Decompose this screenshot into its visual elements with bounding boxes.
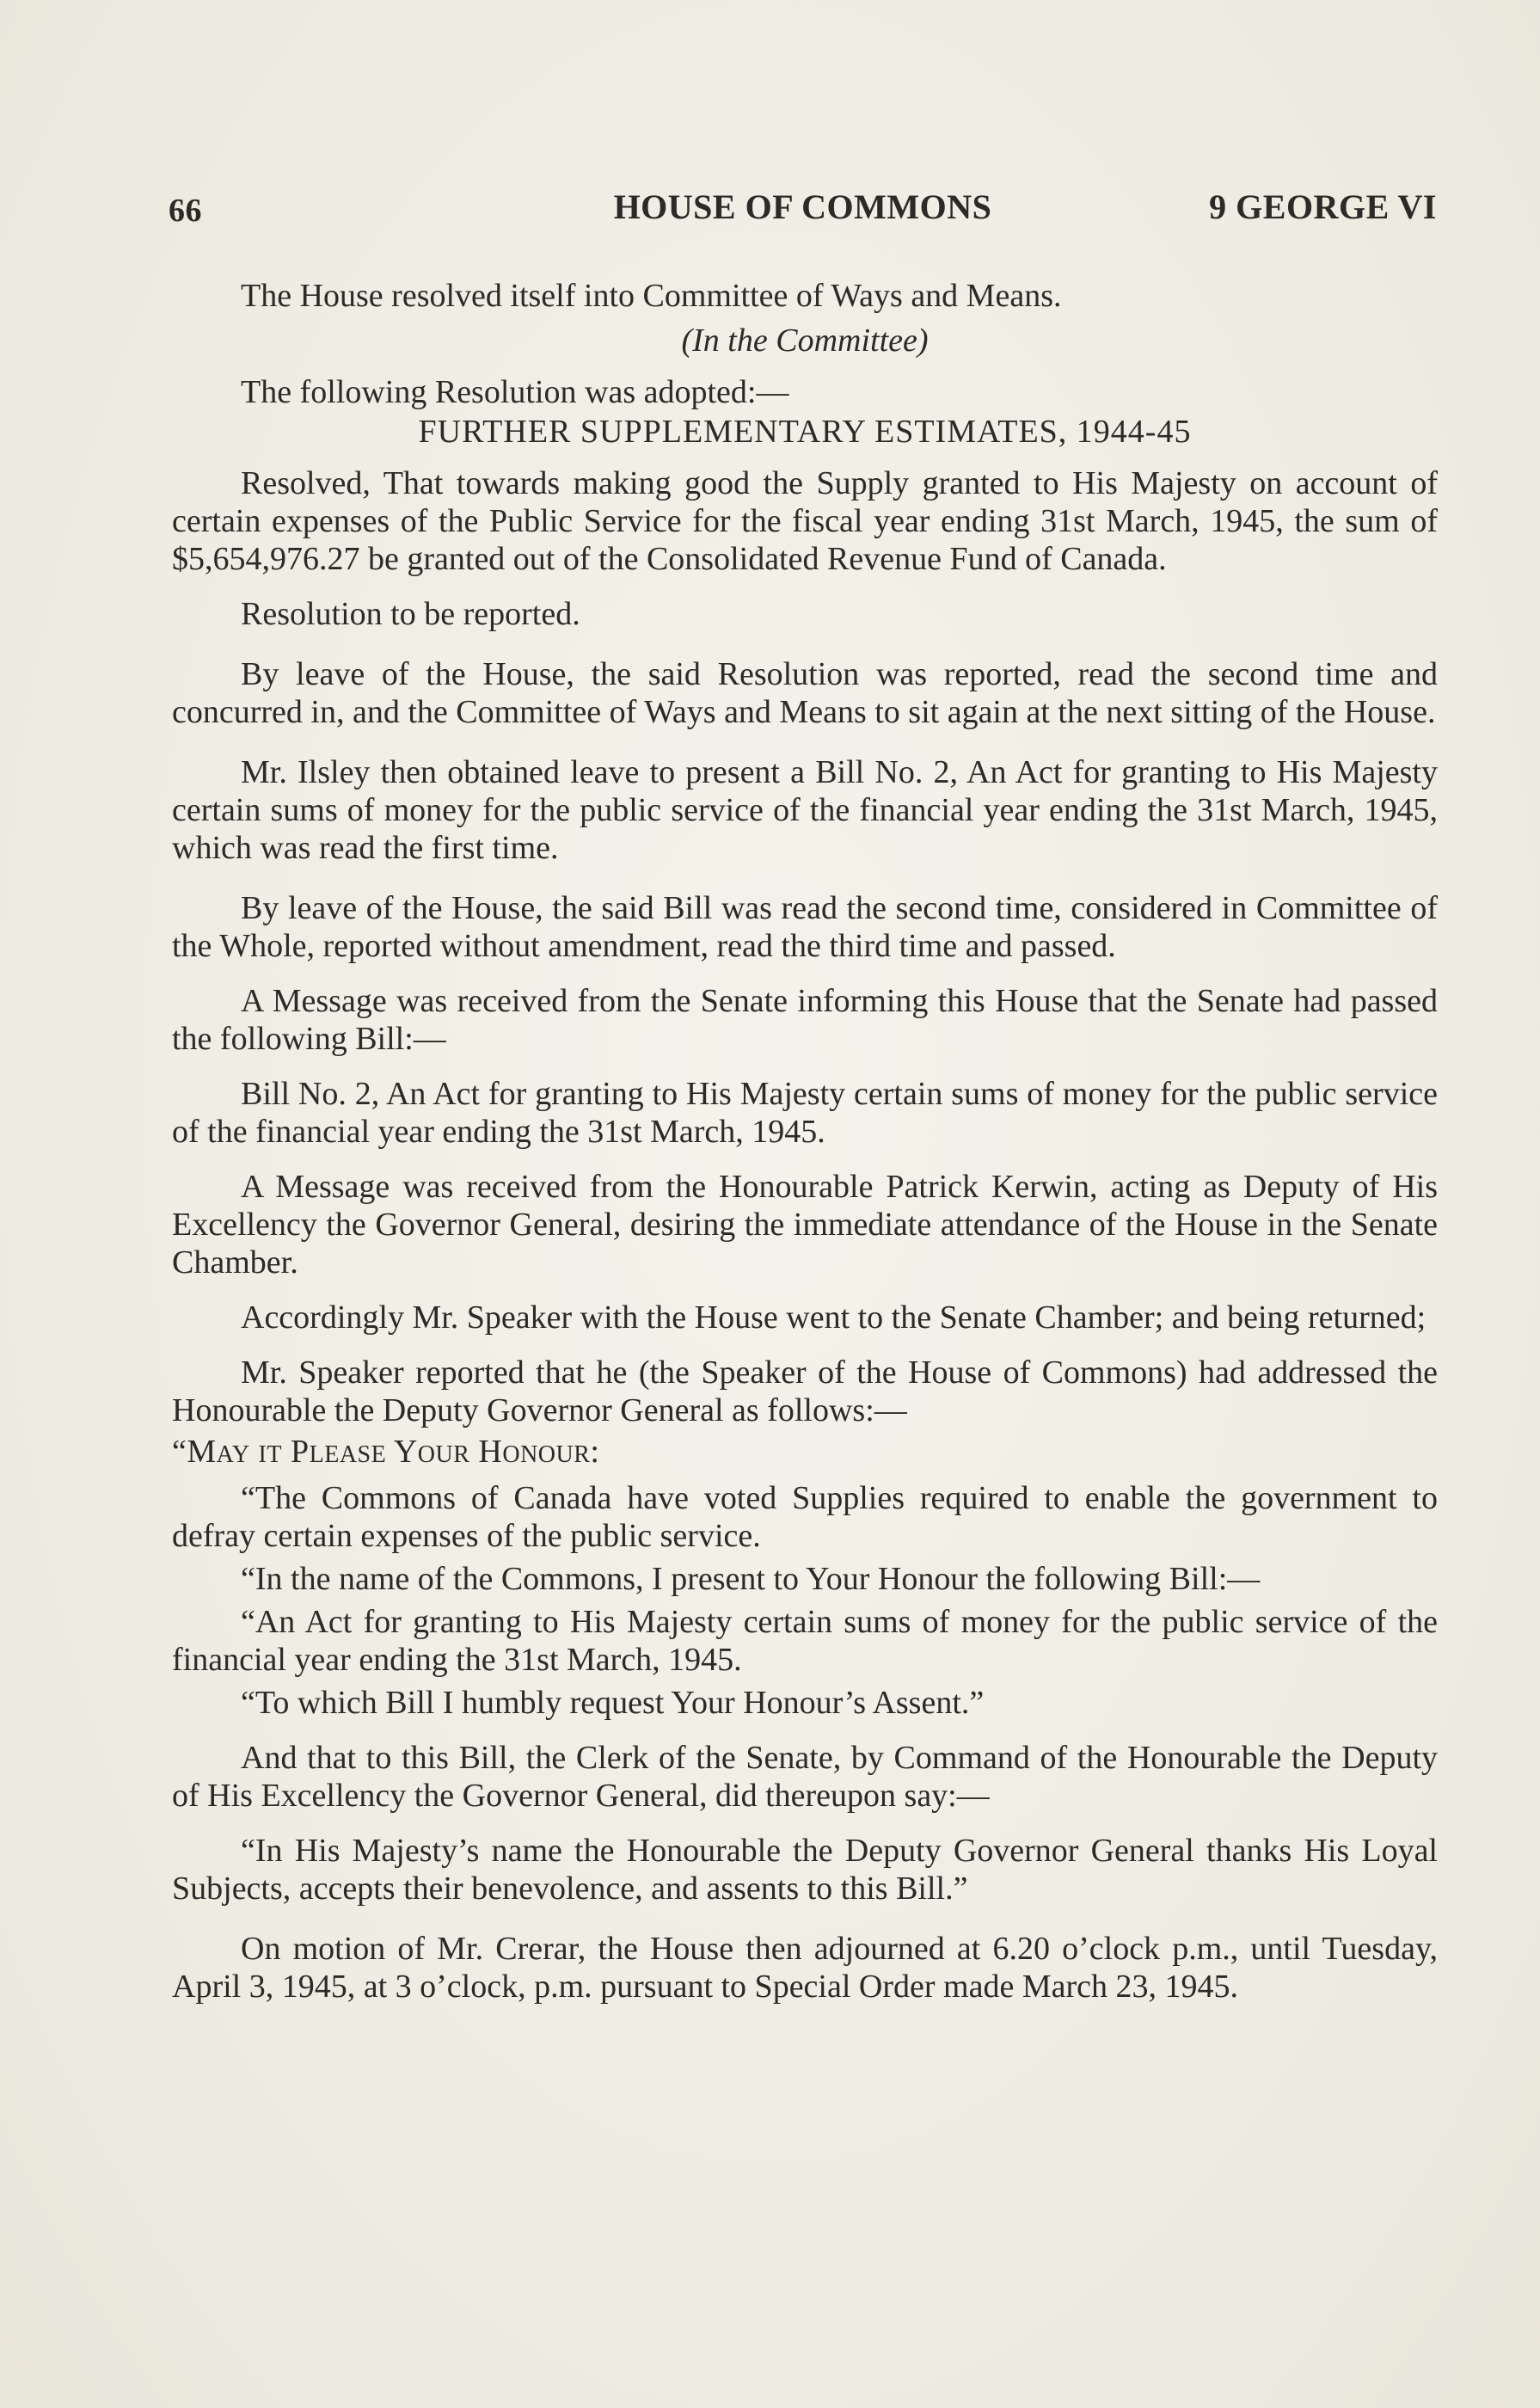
page-number: 66 — [169, 193, 202, 229]
resolution-reported: Resolution to be reported. — [241, 596, 580, 632]
speaker-report-paragraph: Mr. Speaker reported that he (the Speaker of the House of Commons) had addressed the Honourable the Deputy Governor General as follows:— — [172, 1354, 1438, 1428]
senate-chamber-paragraph: Accordingly Mr. Speaker with the House went to the Senate Chamber; and being returned; — [241, 1299, 1426, 1336]
bill-title-paragraph: Bill No. 2, An Act for granting to His Majesty certain sums of money for the public service of the financial year ending the 31st March, 1945. — [172, 1076, 1438, 1150]
address-quote-bill: “In the name of the Commons, I present to Your Honour the following Bill:— — [241, 1561, 1261, 1597]
adjournment-paragraph: On motion of Mr. Crerar, the House then adjourned at 6.20 o’clock p.m., until Tuesday, April 3, 1945, at 3 o’clock, p.m. pursuant to Special Order made March 23, 1945. — [172, 1931, 1438, 2005]
address-quote-assent: “To which Bill I humbly request Your Honour’s Assent.” — [241, 1685, 985, 1721]
senate-message-paragraph: A Message was received from the Senate informing this House that the Senate had passed the following Bill:— — [172, 983, 1438, 1057]
assent-quote: “In His Majesty’s name the Honourable the Deputy Governor General thanks His Loyal Subjects, accepts their benevolence, and assents to this Bill.” — [172, 1833, 1438, 1907]
deputy-message-paragraph: A Message was received from the Honourable Patrick Kerwin, acting as Deputy of His Excellency the Governor General, desiring the immediate attendance of the House in the Senate Chamber. — [172, 1169, 1438, 1281]
committee-subheading: (In the Committee) — [681, 322, 929, 359]
session-label: 9 GEORGE VI — [1209, 187, 1437, 226]
journal-body — [172, 277, 1438, 2006]
bill-passed-paragraph: By leave of the House, the said Bill was read the second time, considered in Committee of the Whole, reported without amendment, read the third time and passed. — [172, 890, 1438, 964]
clerk-paragraph: And that to this Bill, the Clerk of the Senate, by Command of the Honourable the Deputy of His Excellency the Governor General, did thereupon say:— — [172, 1740, 1438, 1814]
resolution-intro: The following Resolution was adopted:— — [241, 374, 789, 410]
resolution-text: Resolved, That towards making good the Supply granted to His Majesty on account of certain expenses of the Public Service for the fiscal year ending 31st March, 1945, the sum of $5,654,976.27 be granted out of the Consolidated Revenue Fund of Canada. — [172, 465, 1438, 577]
page-header — [169, 183, 1437, 231]
address-salutation: “MAY IT PLEASE YOUR HONOUR: — [172, 1434, 600, 1470]
address-quote-supplies: “The Commons of Canada have voted Supplies required to enable the government to defray certain expenses of the public service. — [172, 1480, 1438, 1554]
estimates-heading: FURTHER SUPPLEMENTARY ESTIMATES, 1944-45 — [418, 414, 1192, 450]
address-quote-act: “An Act for granting to His Majesty certain sums of money for the public service of the financial year ending the 31st March, 1945. — [172, 1604, 1438, 1678]
leave-paragraph: By leave of the House, the said Resolution was reported, read the second time and concurred in, and the Committee of Ways and Means to sit again at the next sitting of the House. — [172, 656, 1438, 730]
bill-presented-paragraph: Mr. Ilsley then obtained leave to present a Bill No. 2, An Act for granting to His Majesty certain sums of money for the public service of the financial year ending the 31st March, 1945, which was read the first time. — [172, 754, 1438, 866]
running-title: HOUSE OF COMMONS — [613, 187, 992, 226]
committee-paragraph: The House resolved itself into Committee of Ways and Means. — [241, 278, 1062, 314]
